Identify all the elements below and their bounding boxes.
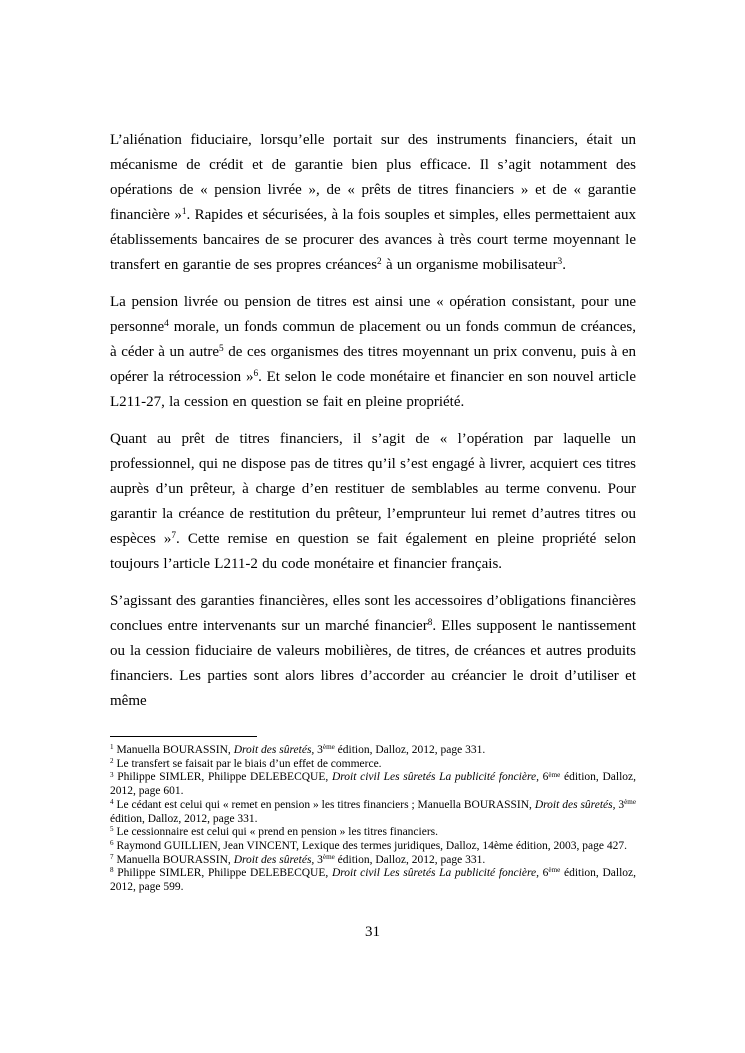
text-run: à un organisme mobilisateur bbox=[381, 257, 558, 273]
text-run: Manuella BOURASSIN, bbox=[113, 744, 234, 756]
text-run: Le cédant est celui qui « remet en pension » les titres financiers ; Manuella BOURASSIN, bbox=[113, 798, 535, 811]
paragraph bbox=[110, 589, 636, 714]
superscript-reference: 7 bbox=[171, 530, 177, 541]
text-run: morale, un fonds commun de placement ou un fonds commun de créances, à céder à un autre bbox=[110, 319, 636, 360]
superscript-reference: 2 bbox=[110, 756, 114, 765]
superscript-reference: 8 bbox=[427, 617, 433, 628]
superscript-reference: 3 bbox=[110, 770, 114, 779]
footnote-area bbox=[110, 736, 636, 895]
footnote bbox=[110, 758, 636, 772]
footnote bbox=[110, 799, 636, 826]
text-run: Manuella BOURASSIN, bbox=[113, 853, 234, 866]
paragraph bbox=[110, 290, 636, 415]
superscript-reference: 1 bbox=[110, 743, 114, 752]
text-run: . Rapides et sécurisées, à la fois souples et simples, elles permettaient aux établissements bancaires de se procurer des avances à très court terme moyennant le transfert en garantie de ses propres créances bbox=[110, 207, 636, 273]
superscript-reference: 4 bbox=[164, 318, 169, 329]
text-run: . bbox=[562, 257, 566, 273]
italic-text-run: Droit des sûretés, bbox=[534, 798, 616, 811]
text-run: 3 bbox=[615, 798, 625, 811]
superscript-reference: ème bbox=[322, 743, 335, 752]
text-run: 6 bbox=[538, 771, 549, 784]
body-text bbox=[110, 128, 636, 726]
footnote bbox=[110, 744, 636, 758]
text-run: Le cessionnaire est celui qui « prend en pension » les titres financiers. bbox=[113, 826, 439, 839]
footnotes bbox=[110, 744, 636, 895]
text-run: Le transfert se faisait par le biais d’un effet de commerce. bbox=[113, 757, 382, 770]
text-run: Philippe SIMLER, Philippe DELEBECQUE, bbox=[113, 867, 332, 880]
text-run: . Et selon le code monétaire et financier en son nouvel article L211-27, la cession en question se fait en pleine propriété. bbox=[110, 369, 636, 410]
superscript-reference: 2 bbox=[377, 256, 382, 267]
text-run: L’aliénation fiduciaire, lorsqu’elle portait sur des instruments financiers, était un mécanisme de crédit et de garantie bien plus efficace. Il s’agit notamment des opérations de « pension livrée », de « prêts de titres financiers » et de « garantie financière » bbox=[110, 132, 636, 223]
page-number: 31 bbox=[365, 924, 380, 940]
text-run: édition, Dalloz, 2012, page 331. bbox=[110, 812, 258, 825]
italic-text-run: Droit des sûretés, bbox=[233, 853, 315, 866]
text-run: édition, Dalloz, 2012, page 331. bbox=[334, 744, 486, 756]
superscript-reference: 4 bbox=[110, 797, 114, 806]
footnote bbox=[110, 867, 636, 894]
text-run: édition, Dalloz, 2012, page 601. bbox=[110, 771, 637, 798]
text-run: édition, Dalloz, 2012, page 599. bbox=[110, 867, 637, 894]
text-run: . Cette remise en question se fait également en pleine propriété selon toujours l’article L211-2 du code monétaire et financier français. bbox=[110, 531, 636, 572]
text-run: 3 bbox=[314, 853, 323, 866]
text-run: 3 bbox=[314, 744, 323, 756]
superscript-reference: ème bbox=[624, 797, 636, 806]
text-run: 6 bbox=[538, 867, 549, 880]
superscript-reference: 1 bbox=[181, 206, 187, 217]
text-run: Quant au prêt de titres financiers, il s’agit de « l’opération par laquelle un professionnel, qui ne dispose pas de titres qu’il s’est engagé à livrer, acquiert ces titres auprès d’un prêteur, à charge d’en restituer de semblables au terme convenu. Pour garantir la créance de restitution du prêteur, l’emprunteur lui remet d’autres titres ou espèces » bbox=[110, 431, 636, 547]
italic-text-run: Droit civil Les sûretés La publicité foncière, bbox=[331, 771, 539, 784]
text-run: . Elles supposent le nantissement ou la cession fiduciaire de valeurs mobilières, de titres, de créances et autres produits financiers. Les parties sont alors libres d’accorder au créancier le droit d’utiliser et même bbox=[110, 618, 636, 709]
italic-text-run: Droit civil Les sûretés La publicité foncière, bbox=[331, 867, 539, 880]
text-run: de ces organismes des titres moyennant un prix convenu, puis à en opérer la rétrocession » bbox=[110, 344, 637, 385]
italic-text-run: Droit des sûretés, bbox=[233, 744, 315, 756]
superscript-reference: 6 bbox=[253, 368, 259, 379]
superscript-reference: 3 bbox=[557, 256, 563, 267]
superscript-reference: ème bbox=[548, 866, 561, 875]
footnote-separator-rule bbox=[110, 736, 257, 737]
superscript-reference: 6 bbox=[110, 839, 114, 848]
text-run: S’agissant des garanties financières, elles sont les accessoires d’obligations financières conclues entre intervenants sur un marché financier bbox=[110, 593, 636, 634]
superscript-reference: 8 bbox=[110, 866, 114, 875]
footnote bbox=[110, 840, 636, 854]
footnote bbox=[110, 826, 636, 840]
text-run: Philippe SIMLER, Philippe DELEBECQUE, bbox=[113, 771, 332, 784]
superscript-reference: 5 bbox=[219, 343, 224, 354]
footnote bbox=[110, 771, 636, 798]
superscript-reference: ème bbox=[548, 770, 561, 779]
paragraph bbox=[110, 427, 636, 577]
text-run: Raymond GUILLIEN, Jean VINCENT, Lexique des termes juridiques, Dalloz, 14ème édition, 2003, page 427. bbox=[113, 839, 628, 852]
superscript-reference: ème bbox=[322, 852, 335, 861]
paragraph bbox=[110, 128, 636, 278]
text-run: La pension livrée ou pension de titres est ainsi une « opération consistant, pour une personne bbox=[110, 294, 636, 335]
text-run: édition, Dalloz, 2012, page 331. bbox=[334, 853, 486, 866]
superscript-reference: 7 bbox=[110, 852, 114, 861]
superscript-reference: 5 bbox=[110, 825, 114, 834]
